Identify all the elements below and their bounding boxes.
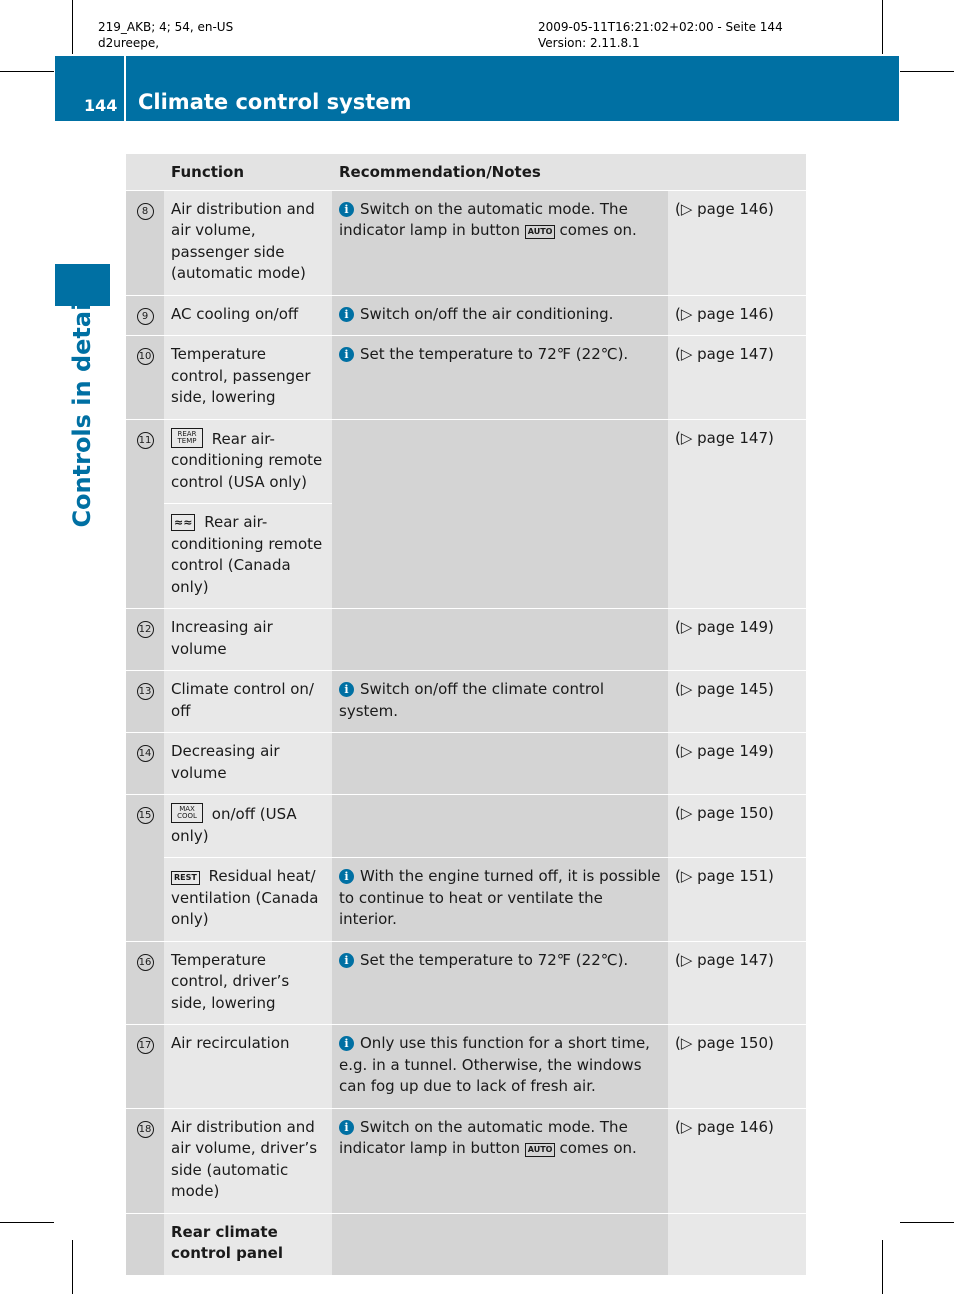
page-ref: (▷ page 145)	[668, 671, 806, 733]
item-number: 8	[137, 203, 154, 220]
note-cell: i Set the temperature to 72℉ (22℃).	[332, 336, 668, 420]
crop-mark	[900, 1222, 954, 1223]
header-num-cell	[126, 154, 164, 190]
subheading-rear-panel: Rear climate control panel	[164, 1213, 332, 1275]
auto-button-icon: AUTO	[525, 1143, 556, 1157]
item-number: 16	[137, 954, 154, 971]
function-cell: Increasing air volume	[164, 609, 332, 671]
table-row	[126, 1108, 806, 1213]
table-row	[126, 858, 806, 942]
max-cool-button-icon: MAX COOL	[171, 803, 203, 823]
function-cell: Temperature control, passenger side, lowering	[164, 336, 332, 420]
print-meta-right	[538, 19, 783, 51]
note-cell: i Switch on the automatic mode. The indicator lamp in button AUTO comes on.	[332, 1108, 668, 1213]
function-cell: ≈≈ Rear air-conditioning remote control (Canada only)	[164, 504, 332, 609]
header-recommendation: Recommendation/Notes	[332, 154, 668, 190]
crop-mark	[0, 71, 54, 72]
page-ref: (▷ page 146)	[668, 190, 806, 295]
meta-left-line2: d2ureepe,	[98, 36, 160, 50]
header-function: Function	[164, 154, 332, 190]
table-row	[126, 795, 806, 858]
table-row	[126, 941, 806, 1025]
item-number: 13	[137, 683, 154, 700]
note-cell: i Switch on/off the climate control system.	[332, 671, 668, 733]
page-number: 144	[84, 96, 118, 115]
note-cell: i Switch on/off the air conditioning.	[332, 295, 668, 336]
info-icon: i	[339, 1036, 354, 1051]
function-cell: REST Residual heat/ ventilation (Canada only)	[164, 858, 332, 942]
note-cell: i With the engine turned off, it is possible to continue to heat or ventilate the interior.	[332, 858, 668, 942]
crop-mark	[0, 1222, 54, 1223]
info-icon: i	[339, 1120, 354, 1135]
table-row	[126, 733, 806, 795]
item-number: 14	[137, 745, 154, 762]
page-ref: (▷ page 146)	[668, 295, 806, 336]
page-ref: (▷ page 150)	[668, 795, 806, 858]
function-cell: Air distribution and air volume, driver’s side (automatic mode)	[164, 1108, 332, 1213]
crop-mark	[900, 71, 954, 72]
table-row	[126, 609, 806, 671]
page-ref: (▷ page 149)	[668, 609, 806, 671]
item-number: 11	[137, 432, 154, 449]
note-cell: i Only use this function for a short time, e.g. in a tunnel. Otherwise, the windows can fog up due to lack of fresh air.	[332, 1025, 668, 1109]
meta-right-line2: Version: 2.11.8.1	[538, 36, 640, 50]
table-row	[126, 190, 806, 295]
rest-button-icon: REST	[171, 871, 200, 885]
page-ref: (▷ page 149)	[668, 733, 806, 795]
note-cell	[332, 795, 668, 858]
table-row	[126, 419, 806, 504]
header-divider	[124, 56, 126, 121]
table-row	[126, 336, 806, 420]
note-cell	[332, 419, 668, 609]
function-table	[126, 154, 806, 1276]
info-icon: i	[339, 682, 354, 697]
function-cell: MAX COOL on/off (USA only)	[164, 795, 332, 858]
page-ref: (▷ page 147)	[668, 941, 806, 1025]
auto-button-icon: AUTO	[525, 225, 556, 239]
page-ref: (▷ page 147)	[668, 419, 806, 609]
table-row	[126, 671, 806, 733]
item-number: 18	[137, 1121, 154, 1138]
function-cell: AC cooling on/off	[164, 295, 332, 336]
function-cell: REAR TEMP Rear air-conditioning remote control (USA only)	[164, 419, 332, 504]
note-cell	[332, 1213, 668, 1275]
crop-mark	[72, 1240, 73, 1294]
item-number: 15	[137, 807, 154, 824]
function-cell: Temperature control, driver’s side, lowering	[164, 941, 332, 1025]
table-row	[126, 1025, 806, 1109]
page-ref: (▷ page 151)	[668, 858, 806, 942]
page-ref: (▷ page 150)	[668, 1025, 806, 1109]
meta-left-line1: 219_AKB; 4; 54, en-US	[98, 20, 234, 34]
function-cell: Air distribution and air volume, passenger side (automatic mode)	[164, 190, 332, 295]
note-cell	[332, 609, 668, 671]
page-ref: (▷ page 147)	[668, 336, 806, 420]
crop-mark	[72, 0, 73, 54]
page-title: Climate control system	[138, 90, 412, 114]
note-cell: i Set the temperature to 72℉ (22℃).	[332, 941, 668, 1025]
item-number: 9	[137, 308, 154, 325]
info-icon: i	[339, 307, 354, 322]
meta-right-line1: 2009-05-11T16:21:02+02:00 - Seite 144	[538, 20, 783, 34]
rear-climate-button-icon: ≈≈	[171, 514, 195, 531]
item-number: 12	[137, 621, 154, 638]
info-icon: i	[339, 869, 354, 884]
rear-temp-button-icon: REAR TEMP	[171, 428, 203, 448]
item-number: 17	[137, 1037, 154, 1054]
crop-mark	[882, 1240, 883, 1294]
note-cell	[332, 733, 668, 795]
crop-mark	[882, 0, 883, 54]
info-icon: i	[339, 202, 354, 217]
print-meta-left	[98, 19, 233, 51]
function-cell: Decreasing air volume	[164, 733, 332, 795]
note-cell: i Switch on the automatic mode. The indicator lamp in button AUTO comes on.	[332, 190, 668, 295]
info-icon: i	[339, 347, 354, 362]
header-ref-cell	[668, 154, 806, 190]
table-row	[126, 1213, 806, 1275]
function-cell: Climate control on/ off	[164, 671, 332, 733]
info-icon: i	[339, 953, 354, 968]
page-ref: (▷ page 146)	[668, 1108, 806, 1213]
table-header-row	[126, 154, 806, 190]
section-title-text: Controls in detail	[68, 294, 96, 528]
function-cell: Air recirculation	[164, 1025, 332, 1109]
page-ref	[668, 1213, 806, 1275]
table-row	[126, 295, 806, 336]
item-number: 10	[137, 348, 154, 365]
